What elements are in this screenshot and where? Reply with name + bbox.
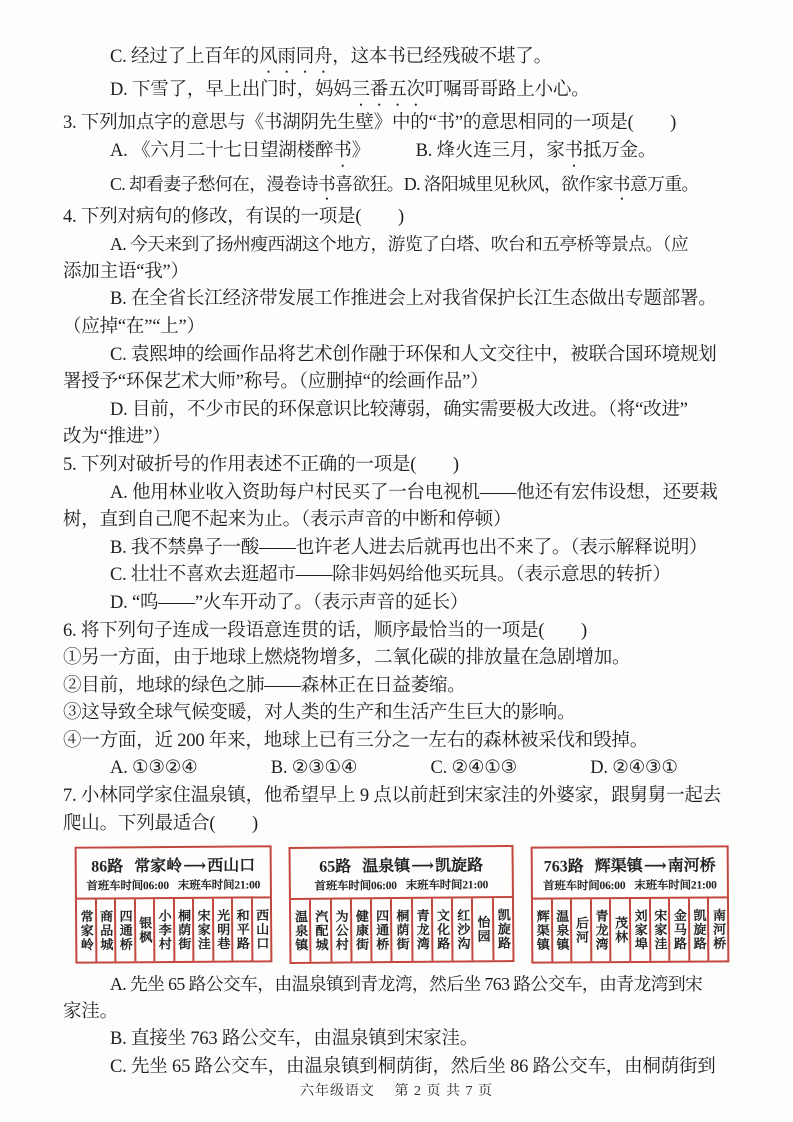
bus-stop — [473, 898, 494, 960]
bus-last-time: 末班车时间21:00 — [177, 879, 261, 893]
document-top — [63, 44, 743, 838]
emphasized-text: 书 — [612, 173, 630, 194]
doc-line — [63, 77, 743, 110]
bus-table-header — [533, 848, 727, 877]
text-run: A. 今天来到了扬州瘦西湖这个地方，游览了白塔、吹台和五亭桥等景点。（应 — [110, 234, 689, 255]
bus-stop — [174, 899, 194, 961]
text-run: C. 经过了上百年的 — [110, 47, 260, 67]
text-run: B. 在全省长江经济带发展工作推进会上对我省保护长江生态做出专题部署。 — [110, 289, 717, 310]
text-run: C. 却看妻子愁何在，漫卷诗 — [110, 173, 318, 194]
document-bottom — [63, 971, 743, 1081]
bus-stop-label: 青龙湾 — [414, 909, 430, 952]
text-run: 3. 下列加点字的意思与《书湖阴先生壁》中的“书”的意思相同的一项是( ) — [63, 113, 677, 133]
bus-stop — [651, 899, 671, 961]
bus-stop — [331, 900, 352, 962]
text-run: （应掉“在”“上”） — [63, 316, 205, 337]
bus-stop — [572, 899, 592, 961]
bus-stop-label: 健康街 — [353, 909, 370, 952]
text-run: 5. 下列对破折号的作用表述不正确的一项是( ) — [63, 454, 459, 475]
bus-stop — [494, 898, 513, 960]
text-run: 改为“推进”） — [63, 427, 171, 448]
doc-line — [63, 424, 743, 452]
bus-stop-label: 凯旋路 — [495, 908, 512, 951]
doc-line — [63, 171, 743, 204]
bus-table — [288, 845, 514, 964]
bus-stop-label: 小李村 — [156, 909, 172, 952]
text-run: 家洼。 — [63, 1001, 118, 1022]
bus-stop-label: 常家岭 — [78, 909, 94, 952]
text-run: ④一方面，近 200 年来，地球上已有三分之一左右的森林被采伐和毁掉。 — [63, 730, 649, 751]
text-run: D. 目前，不少市民的环保意识比较薄弱，确实需要极大改进。（将“改进” — [110, 399, 688, 420]
bus-times — [291, 875, 512, 898]
bus-route-to: 西山口 — [207, 857, 256, 876]
bus-stop — [592, 899, 612, 961]
emphasized-text: 书 — [317, 173, 336, 194]
doc-line — [63, 645, 743, 673]
text-run: ①另一方面，由于地球上燃烧物增多，二氧化碳的排放量在急剧增加。 — [63, 648, 631, 669]
doc-line — [63, 286, 743, 314]
bus-stop — [233, 899, 253, 961]
doc-line — [63, 480, 743, 508]
bus-stop — [611, 899, 631, 961]
doc-line — [63, 618, 743, 646]
doc-line — [63, 811, 743, 839]
arrow-right-icon: ⟶ — [643, 858, 667, 876]
bus-stop-label: 文化路 — [434, 908, 451, 951]
doc-line — [63, 397, 743, 425]
bus-stop — [453, 899, 474, 961]
bus-stop-label: 凯旋路 — [691, 908, 707, 951]
text-run: ，这本书已经残破不堪了。 — [332, 47, 552, 67]
doc-line — [63, 44, 743, 77]
bus-stop — [77, 900, 97, 962]
bus-stop — [433, 899, 454, 961]
doc-line — [63, 1026, 743, 1054]
bus-stop — [96, 900, 116, 962]
emphasized-text: 三番五次 — [351, 80, 425, 100]
bus-stop — [670, 899, 690, 961]
text-run: A. 《六月二十七日望湖楼醉 — [110, 140, 334, 161]
bus-stop-label: 四通桥 — [374, 909, 390, 952]
bus-first-time: 首班车时间06:00 — [86, 880, 169, 893]
bus-last-time: 末班车时间21:00 — [634, 879, 717, 893]
bus-stop — [709, 899, 727, 961]
bus-stop-label: 银枫 — [137, 916, 153, 945]
bus-first-time: 首班车时间06:00 — [543, 880, 626, 893]
text-run: 4. 下列对病句的修改，有误的一项是( ) — [63, 206, 404, 227]
bus-stop-label: 温泉镇 — [554, 909, 570, 952]
bus-stop-label: 宋家洼 — [195, 908, 211, 952]
bus-stop-label: 南河桥 — [710, 908, 727, 951]
text-run: B. 直接坐 763 路公交车，由温泉镇到宋家洼。 — [110, 1029, 479, 1050]
text-run: C. 壮壮不喜欢去逛超市——除非妈妈给他买玩具。（表示意思的转折） — [110, 565, 671, 586]
doc-line — [63, 1054, 743, 1082]
bus-stop — [155, 899, 175, 961]
bus-stop-label: 为公村 — [333, 909, 349, 952]
bus-stop-label: 宋家洼 — [652, 909, 668, 952]
doc-line — [63, 204, 743, 232]
text-run: 7. 小林同学家住温泉镇，他希望早上 9 点以前赶到宋家洼的外婆家，跟舅舅一起去 — [63, 786, 722, 807]
bus-route-from: 温泉镇 — [362, 858, 411, 876]
doc-line — [63, 452, 743, 480]
bus-stop-label: 桐荫街 — [394, 909, 410, 952]
bus-table — [75, 846, 273, 964]
bus-stop — [631, 899, 651, 961]
text-run: D. 下雪了，早上出门时，妈妈 — [110, 80, 352, 100]
bus-stop — [213, 899, 233, 961]
bus-stop-label: 商品城 — [98, 909, 114, 952]
doc-line — [63, 342, 743, 370]
text-run: 6. 将下列句子连成一段语意连贯的话，顺序最恰当的一项是( ) — [63, 620, 587, 641]
text-run: A. 他用林业收入资助每户村民买了一台电视机——他还有宏伟设想，还要栽 — [110, 482, 718, 503]
doc-line — [63, 535, 743, 563]
doc-line — [63, 700, 743, 728]
bus-route-from: 辉渠镇 — [594, 858, 643, 876]
bus-stop-label: 辉渠镇 — [534, 909, 550, 952]
doc-line — [63, 590, 743, 618]
bus-stop-label: 刘家埠 — [632, 909, 648, 952]
bus-route-number: 763路 — [543, 858, 584, 876]
doc-line — [63, 971, 743, 999]
bus-route-to: 南河桥 — [667, 857, 716, 876]
doc-line — [63, 138, 743, 171]
bus-route-number: 65路 — [319, 858, 352, 876]
bus-stops-row — [291, 896, 513, 962]
text-run: 叮嘱哥哥路上小心。 — [424, 80, 590, 100]
text-run: D. “呜——”火车开动了。（表示声音的延长） — [110, 592, 469, 613]
bus-times — [77, 876, 270, 898]
doc-line — [63, 314, 743, 342]
arrow-right-icon: ⟶ — [183, 858, 207, 876]
text-run: A. ①③②④ B. ②③①④ C. ②④①③ D. ②④③① — [110, 758, 678, 779]
page-footer: 六年级语文 第 2 页 共 7 页 — [300, 1084, 493, 1099]
bus-stop — [311, 900, 332, 962]
text-run: ②目前，地球的绿色之肺——森林正在日益萎缩。 — [63, 675, 466, 696]
bus-stop — [252, 899, 270, 961]
bus-stop — [690, 899, 710, 961]
text-run: 爬山。下列最适合( ) — [63, 813, 258, 834]
bus-table-header — [77, 848, 270, 877]
bus-route-from: 常家岭 — [134, 858, 183, 876]
bus-first-time: 首班车时间06:00 — [314, 880, 397, 894]
doc-line — [63, 999, 743, 1027]
doc-line — [63, 783, 743, 811]
bus-stop-label: 光明巷 — [215, 908, 231, 951]
text-run: B. 我不禁鼻子一酸——也许老人进去后就再也出不来了。（表示解释说明） — [110, 537, 708, 558]
doc-line — [63, 231, 743, 259]
bus-route-number: 86路 — [91, 858, 124, 876]
bus-stop-label: 金马路 — [671, 908, 688, 951]
emphasized-text: 风雨同舟 — [259, 47, 333, 67]
doc-line — [63, 673, 743, 701]
text-run: 意万重。 — [629, 173, 699, 194]
bus-stops-row — [77, 897, 270, 962]
bus-table-header — [291, 847, 512, 877]
bus-stop — [291, 900, 312, 962]
bus-stop — [135, 899, 155, 961]
bus-stop-label: 和平路 — [234, 908, 250, 951]
text-run: 喜欲狂。D. 洛阳城里见秋风，欲作家 — [335, 173, 613, 194]
bus-stop-label: 西山口 — [254, 908, 270, 951]
text-run: A. 先坐 65 路公交车，由温泉镇到青龙湾，然后坐 763 路公交车，由青龙湾到宋 — [110, 974, 703, 995]
bus-stop-label: 四通桥 — [117, 909, 133, 952]
bus-stops-row — [533, 897, 727, 962]
text-run: ③这导致全球气候变暖，对人类的生产和生活产生巨大的影响。 — [63, 703, 576, 724]
text-run: C. 袁熙坤的绘画作品将艺术创作融于环保和人文交往中，被联合国环境规划 — [110, 344, 717, 365]
text-run: C. 先坐 65 路公交车，由温泉镇到桐荫街，然后坐 86 路公交车，由桐荫街到 — [110, 1057, 716, 1078]
bus-stop — [533, 900, 553, 962]
bus-stop-label: 汽配城 — [313, 909, 329, 953]
bus-stop — [116, 900, 136, 962]
text-run: 添加主语“我”） — [63, 261, 189, 282]
bus-stop — [372, 899, 393, 961]
doc-line — [63, 259, 743, 287]
bus-stop-label: 温泉镇 — [292, 910, 309, 953]
bus-stop-label: 怡园 — [475, 915, 491, 944]
doc-line — [63, 728, 743, 756]
doc-line — [63, 507, 743, 535]
text-run: 》 B. 烽火连三月，家 — [351, 140, 565, 161]
bus-stop — [194, 899, 214, 961]
doc-line — [63, 562, 743, 590]
bus-stop — [352, 900, 373, 962]
arrow-right-icon: ⟶ — [411, 857, 435, 876]
emphasized-text: 书 — [333, 140, 352, 161]
text-run: 抵万金。 — [582, 140, 657, 161]
text-run: 署授予“环保艺术大师”称号。（应删掉“的绘画作品”） — [63, 372, 489, 393]
bus-stop-label: 后河 — [573, 916, 590, 945]
bus-stop-label: 青龙湾 — [593, 909, 609, 952]
bus-table — [531, 846, 730, 964]
bus-last-time: 末班车时间21:00 — [405, 879, 489, 893]
text-run: 树，直到自己爬不起来为止。（表示声音的中断和停顿） — [63, 510, 512, 531]
bus-stop-label: 红沙沟 — [455, 908, 471, 951]
bus-route-to: 凯旋路 — [435, 857, 484, 875]
doc-line — [63, 110, 743, 138]
bus-stop — [392, 899, 413, 961]
doc-line — [63, 369, 743, 397]
bus-stop-label: 桐荫街 — [176, 909, 192, 952]
bus-tables — [75, 846, 743, 963]
bus-stop — [553, 900, 573, 962]
doc-line — [63, 755, 743, 783]
emphasized-text: 书 — [564, 140, 583, 161]
bus-times — [533, 876, 727, 898]
bus-stop — [413, 899, 434, 961]
bus-stop-label: 茂林 — [613, 916, 629, 945]
